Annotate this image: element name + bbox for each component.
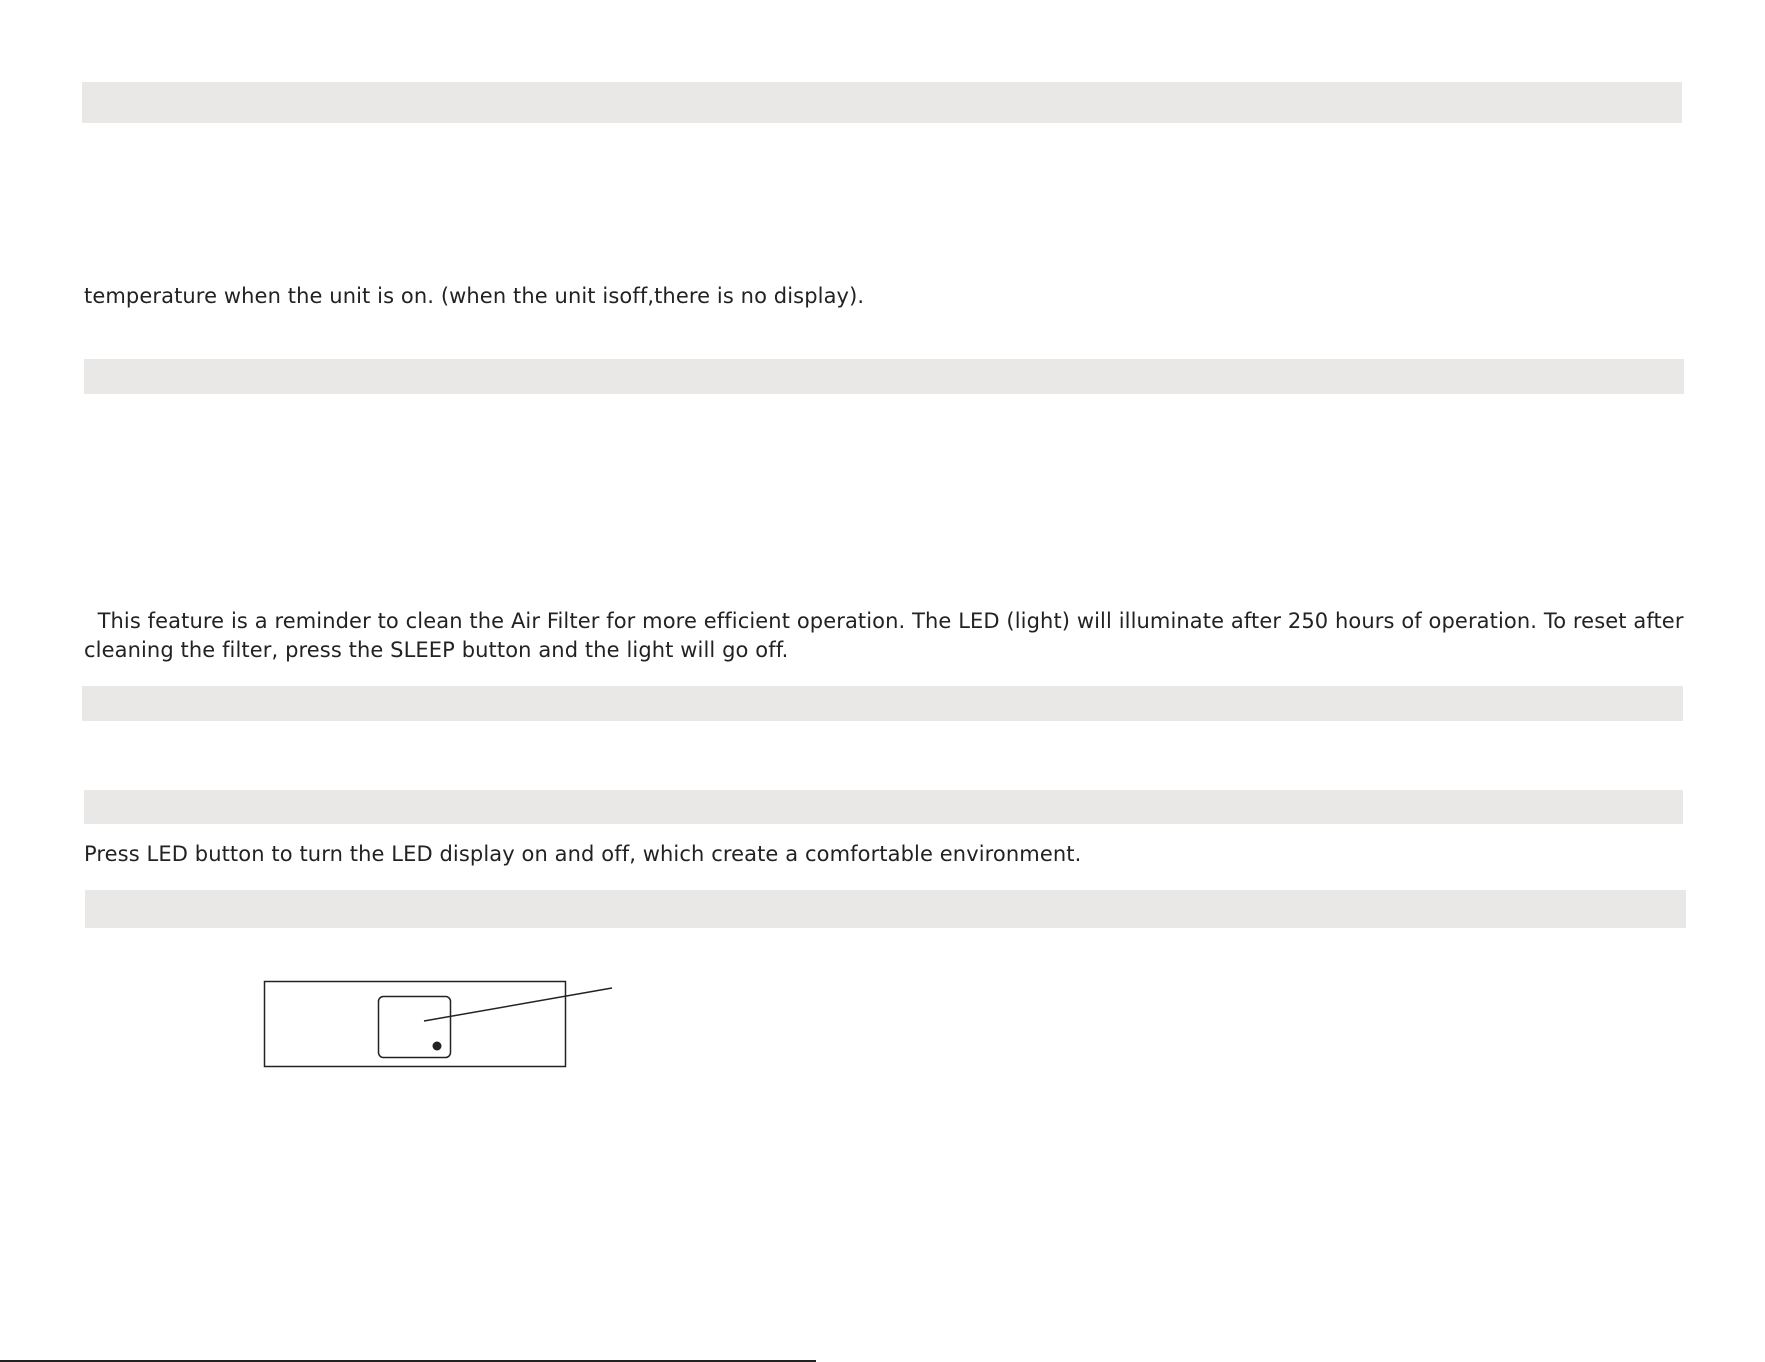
callout-leader-line — [424, 988, 612, 1021]
led-display-text: Press LED button to turn the LED display on and off, which create a comfortable environment. — [84, 842, 1082, 866]
filter-led-dot — [433, 1042, 442, 1051]
filter-reminder-text: This feature is a reminder to clean the Air Filter for more efficient operation. The LED (light) will illuminate after 250 hours of operation. To reset after cleaning the filter, press the SLEEP button and the light will go off. — [84, 609, 1691, 662]
panel-outline — [265, 982, 566, 1067]
temperature-display-text: temperature when the unit is on. (when the unit isoff,there is no display). — [84, 284, 865, 308]
bottom-rule — [0, 1360, 816, 1362]
